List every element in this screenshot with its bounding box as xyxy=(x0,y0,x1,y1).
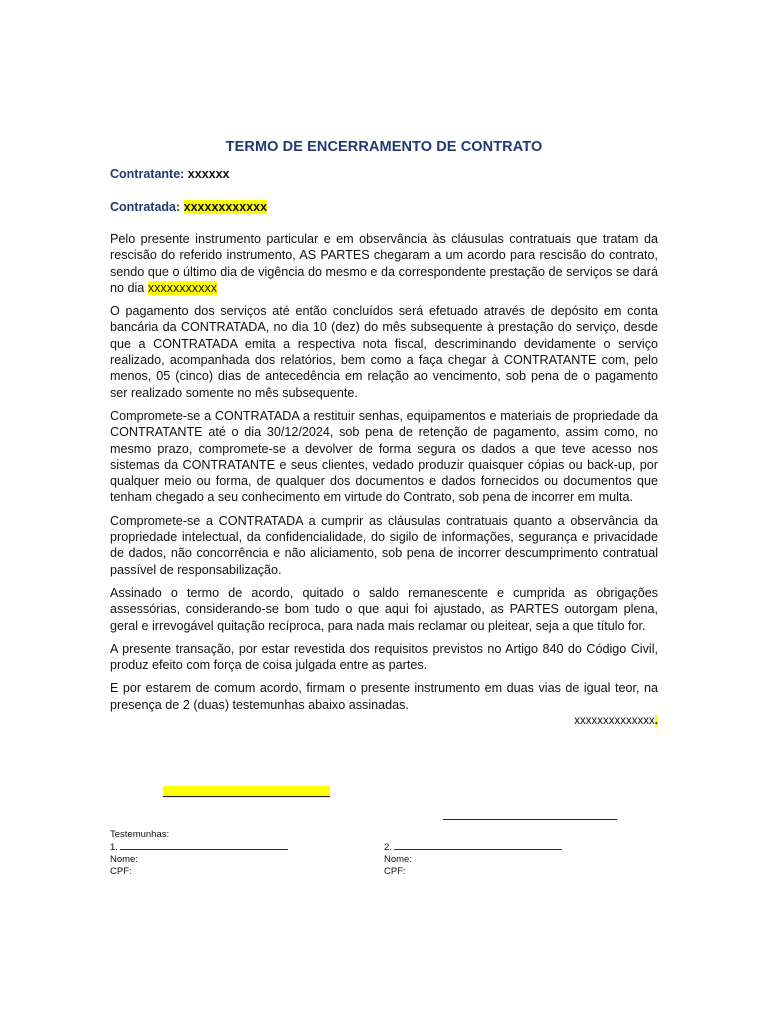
witness-2-signature xyxy=(384,841,562,854)
document-body xyxy=(110,231,658,729)
witness-1-block xyxy=(110,829,288,878)
contratada-signature-line xyxy=(443,819,617,820)
paragraph-restitution: Compromete-se a CONTRATADA a restituir senhas, equipamentos e materiais de propriedade da CONTRATANTE até o dia 30/12/2024, sob pena de retenção de pagamento, assim como, no mesmo prazo, compromete-se a devolver de forma segura os dados a que teve acesso nos sistemas da CONTRATANTE e seus clientes, vedado produzir quaisquer cópias ou back-up, por qualquer meio ou forma, de qualquer dos documentos e dados fornecidos ou documentos que tenham chegado a seu conhecimento em virtude do Contrato, sob pena de incorrer em multa. xyxy=(110,408,658,505)
contratante-value: xxxxxx xyxy=(187,167,230,181)
contratada-value: xxxxxxxxxxxx xyxy=(183,200,268,214)
witness-2-number: 2. xyxy=(384,842,392,853)
place-date-end: . xyxy=(654,715,658,728)
place-date-line xyxy=(110,713,658,729)
contratante-label: Contratante: xyxy=(110,167,185,181)
contratante-line xyxy=(110,166,230,182)
witness-2-line xyxy=(394,841,562,850)
witness-2-block xyxy=(384,841,562,878)
contratada-line xyxy=(110,199,267,215)
witness-1-line xyxy=(120,841,288,850)
contratante-signature-line xyxy=(163,796,330,797)
witness-1-number: 1. xyxy=(110,842,118,853)
paragraph-termination xyxy=(110,231,658,296)
paragraph-confidentiality: Compromete-se a CONTRATADA a cumprir as cláusulas contratuais quanto a observância da propriedade intelectual, da confidencialidade, do sigilo de informações, segurança e privacidade de dados, não concorrência e não aliciamento, sob pena de incorrer descumprimento contratual passível de responsabilização. xyxy=(110,513,658,577)
document-title: TERMO DE ENCERRAMENTO DE CONTRATO xyxy=(225,139,543,155)
termination-date-highlight: xxxxxxxxxxx xyxy=(147,280,218,295)
place-date: xxxxxxxxxxxxxx xyxy=(574,715,655,728)
witness-2-name-label: Nome: xyxy=(384,854,412,865)
witness-1-cpf-label: CPF: xyxy=(110,866,132,877)
paragraph-agreement: E por estarem de comum acordo, firmam o presente instrumento em duas vias de igual teor, na presença de 2 (duas) testemunhas abaixo assinadas. xyxy=(110,681,658,712)
witness-2-cpf-label: CPF: xyxy=(384,866,406,877)
paragraph-termination-text: Pelo presente instrumento particular e em observância às cláusulas contratuais que tratam da rescisão do referido instrumento, AS PARTES chegaram a um acordo para rescisão do contrato, sendo que o último dia de vigência do mesmo e da correspondente prestação de serviços se dará no dia xyxy=(110,232,658,295)
witnesses-heading: Testemunhas: xyxy=(110,829,170,840)
paragraph-settlement: Assinado o termo de acordo, quitado o saldo remanescente e cumprida as obrigações assessórias, considerando-se bom tudo o que aqui foi ajustado, as PARTES outorgam plena, geral e irrevogável quitação recíproca, para nada mais reclamar ou pleitear, seja a que título for. xyxy=(110,585,658,633)
paragraph-payment: O pagamento dos serviços até então concluídos será efetuado através de depósito em conta bancária da CONTRATADA, no dia 10 (dez) do mês subsequente à prestação do serviço, desde que a CONTRATADA emita a respectiva nota fiscal, descriminando devidamente o serviço realizado, acompanhada dos relatórios, bem como a faça chegar à CONTRATANTE com, pelo menos, 05 (cinco) dias de antecedência em relação ao vencimento, sob pena de o pagamento ser realizado somente no mês subsequente. xyxy=(110,304,658,400)
contratada-label: Contratada: xyxy=(110,200,181,214)
paragraph-legal-basis: A presente transação, por estar revestida dos requisitos previstos no Artigo 840 do Código Civil, produz efeito com força de coisa julgada entre as partes. xyxy=(110,641,658,673)
witness-1-signature xyxy=(110,841,288,854)
witness-1-name-label: Nome: xyxy=(110,854,138,865)
